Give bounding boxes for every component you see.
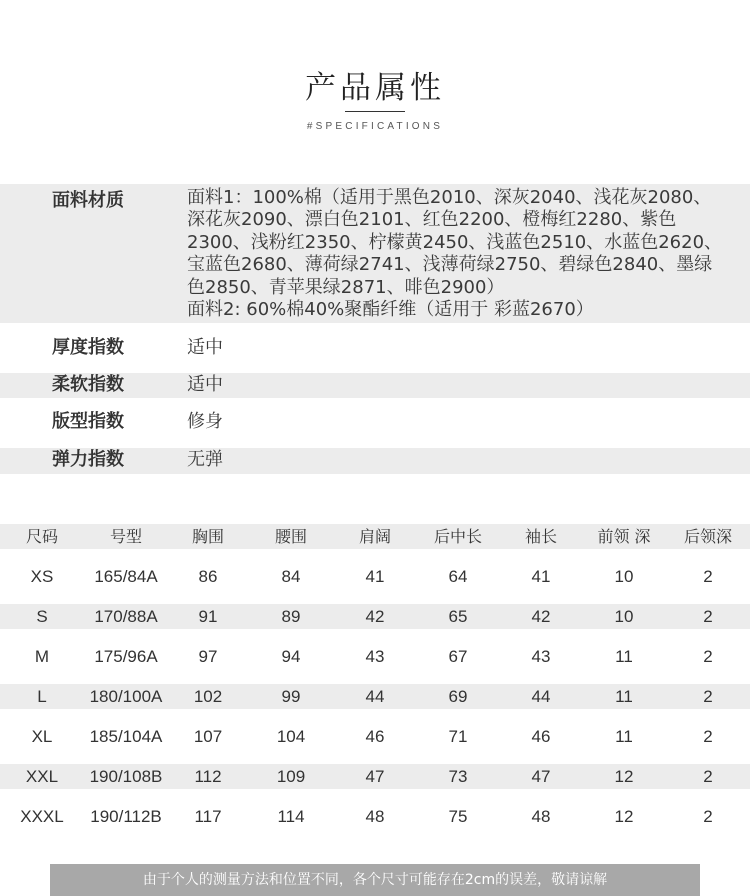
table-row: [0, 564, 750, 589]
attribute-value: 适中: [187, 337, 223, 358]
table-cell: L: [37, 687, 47, 706]
table-cell: 84: [281, 567, 301, 586]
column-header-waist: 腰围: [274, 527, 307, 546]
table-cell: 11: [615, 727, 633, 746]
attribute-label: 柔软指数: [52, 374, 124, 395]
fabric-line: 色2850、青苹果绿2871、啡色2900）: [187, 276, 505, 298]
page-subtitle: #SPECIFICATIONS: [306, 121, 444, 132]
table-cell: 112: [194, 767, 222, 786]
table-cell: 43: [531, 647, 551, 666]
table-cell: 86: [198, 567, 218, 586]
table-cell: 75: [448, 807, 468, 826]
table-cell: 65: [448, 607, 468, 626]
table-cell: XL: [31, 727, 53, 746]
table-cell: 2: [703, 807, 713, 826]
table-cell: 165/84A: [94, 567, 158, 586]
fabric-line: 2300、浅粉红2350、柠檬黄2450、浅蓝色2510、水蓝色2620、: [187, 231, 723, 253]
table-cell: XS: [30, 567, 54, 586]
table-cell: 48: [531, 807, 551, 826]
table-cell: 47: [365, 767, 385, 786]
column-header-model: 号型: [109, 527, 142, 546]
attribute-row-softness: [0, 373, 750, 398]
table-cell: 185/104A: [89, 727, 163, 746]
attribute-value: 无弹: [187, 449, 223, 470]
table-cell: 73: [448, 767, 468, 786]
column-header-chest: 胸围: [191, 527, 224, 546]
column-header-size: 尺码: [25, 527, 58, 546]
table-cell: 64: [448, 567, 468, 586]
table-cell: 2: [703, 767, 713, 786]
attribute-label: 版型指数: [52, 411, 124, 432]
fabric-line: 宝蓝色2680、薄荷绿2741、浅薄荷绿2750、碧绿色2840、墨绿: [187, 254, 713, 276]
table-cell: 109: [276, 767, 306, 786]
table-row: [0, 684, 750, 709]
table-cell: 67: [448, 647, 468, 666]
table-row: [0, 764, 750, 789]
attribute-value-fabric: [187, 187, 722, 321]
table-cell: 104: [276, 727, 306, 746]
attribute-label: 面料材质: [52, 190, 124, 211]
table-cell: 11: [615, 647, 633, 666]
table-cell: 97: [198, 647, 218, 666]
fabric-line: 面料2: 60%棉40%聚酯纤维（适用于 彩蓝2670）: [187, 299, 594, 321]
measurement-disclaimer: 由于个人的测量方法和位置不同，各个尺寸可能存在2cm的误差，敬请谅解: [50, 864, 700, 896]
table-cell: 41: [365, 567, 385, 586]
fabric-line: 面料1：100%棉（适用于黑色2010、深灰2040、浅花灰2080、: [187, 187, 712, 208]
table-cell: 43: [365, 647, 385, 666]
table-cell: 2: [703, 567, 713, 586]
attribute-row-fabric: [0, 184, 750, 323]
table-cell: 71: [448, 727, 468, 746]
table-cell: 41: [531, 567, 551, 586]
table-cell: 46: [365, 727, 385, 746]
table-cell: XXL: [25, 767, 59, 786]
table-cell: S: [36, 607, 48, 626]
table-row: [0, 604, 750, 629]
table-cell: 44: [531, 687, 551, 706]
table-cell: 44: [365, 687, 385, 706]
table-cell: 94: [281, 647, 301, 666]
column-header-shoulder: 肩阔: [358, 527, 391, 546]
table-cell: 2: [703, 687, 713, 706]
table-cell: 89: [281, 607, 301, 626]
attribute-value: 适中: [187, 374, 223, 395]
attribute-label: 厚度指数: [52, 337, 124, 358]
size-table-header: [0, 524, 750, 549]
table-cell: 99: [281, 687, 301, 706]
title-divider: [345, 111, 405, 112]
table-cell: 10: [614, 567, 634, 586]
table-cell: 69: [448, 687, 468, 706]
fabric-line: 深花灰2090、漂白色2101、红色2200、橙梅红2280、紫色: [187, 209, 677, 231]
table-cell: 12: [614, 807, 634, 826]
column-header-back-length: 后中长: [433, 527, 482, 546]
table-cell: 117: [194, 807, 222, 826]
page-title: 产品属性: [305, 70, 445, 106]
attribute-row-stretch: [0, 448, 750, 474]
table-cell: 107: [193, 727, 223, 746]
attribute-row-thickness: [0, 336, 750, 360]
table-cell: 48: [365, 807, 385, 826]
table-cell: XXXL: [20, 807, 64, 826]
table-cell: 12: [614, 767, 634, 786]
column-header-back-neck: 后领深: [683, 527, 732, 546]
column-header-sleeve: 袖长: [524, 527, 557, 546]
table-cell: 180/100A: [89, 687, 163, 706]
table-cell: 2: [703, 647, 713, 666]
table-cell: 190/108B: [89, 767, 163, 786]
table-row: [0, 724, 750, 749]
table-cell: 190/112B: [90, 807, 162, 826]
table-cell: 91: [198, 607, 218, 626]
table-cell: 114: [277, 807, 305, 826]
table-cell: 102: [193, 687, 223, 706]
table-cell: 10: [614, 607, 634, 626]
table-cell: 46: [531, 727, 551, 746]
table-cell: 42: [365, 607, 385, 626]
table-cell: 42: [531, 607, 551, 626]
attribute-value: 修身: [187, 411, 223, 432]
attribute-label: 弹力指数: [52, 449, 124, 470]
table-cell: 170/88A: [94, 607, 158, 626]
table-cell: M: [34, 647, 50, 666]
attribute-row-fit: [0, 410, 750, 435]
table-row: [0, 804, 750, 829]
table-cell: 2: [703, 607, 713, 626]
table-cell: 2: [703, 727, 713, 746]
column-header-front-neck: 前领 深: [597, 527, 651, 546]
table-cell: 47: [531, 767, 551, 786]
table-cell: 175/96A: [94, 647, 158, 666]
table-row: [0, 644, 750, 669]
table-cell: 11: [615, 687, 633, 706]
